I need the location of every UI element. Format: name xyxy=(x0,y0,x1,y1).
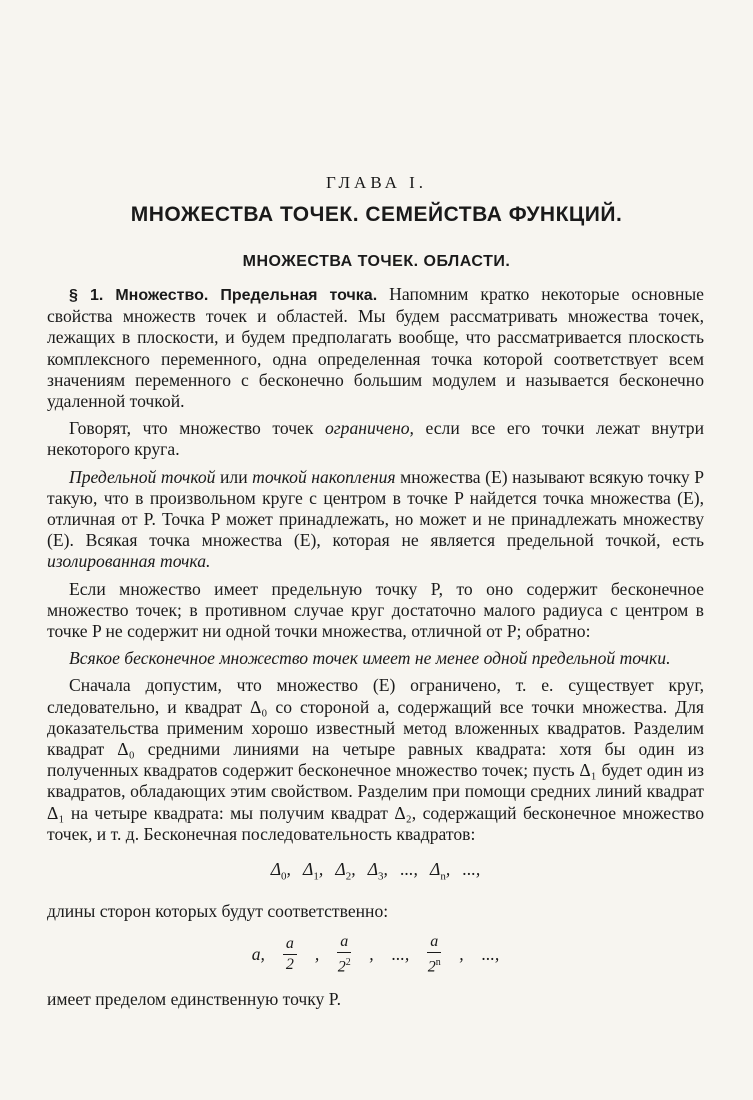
paragraph-text: Напомним кратко некоторые основные свойства множеств точек и областей. Мы будем рассматривать множества точек, лежащих в плоскости, и будем предполагать вообще, что рассматривается плоскость комплексного переменного, одна определенная точка которой соответствует всем значениям переменного с бесконечно большим модулем и называется бесконечно удаленной точкой. xyxy=(47,284,704,412)
side-lengths-formula: a, $\frac{a}{2}$ , $\frac{a}{2^2}$ , ..., $\frac{a}{2^n}$ , ..., xyxy=(251,933,500,976)
text-span: Говорят, что множество точек xyxy=(69,418,314,439)
chapter-title: МНОЖЕСТВА ТОЧЕК. СЕМЕЙСТВА ФУНКЦИЙ. xyxy=(130,203,623,226)
seq-term: $\Delta_2$, xyxy=(335,859,356,883)
theorem-statement xyxy=(47,648,704,669)
text-span: если все его точки лежат внутри некоторого круга. xyxy=(47,418,705,460)
paragraph-3 xyxy=(47,467,704,573)
italic-term: Предельной точкой xyxy=(69,466,216,487)
text-span: множества (E) называют всякую точку P такую, что в произвольном круге с центром в точке P найдется точка множества (E), отличная от P. Точка P может принадлежать, но может и не принадлежать множеству (E). Всякая точка множества (E), которая не является предельной точкой, есть xyxy=(47,466,705,551)
paragraph-1 xyxy=(47,284,704,412)
italic-term: ограничено, xyxy=(325,418,414,439)
seq-dots: ..., xyxy=(462,859,481,880)
fraction-a-over-2-n: $\frac{a}{2^n}$ xyxy=(427,933,441,976)
paragraph-lead: § 1. Множество. Предельная точка. xyxy=(69,287,378,304)
fraction-a-over-2: $\frac{a}{2}$ xyxy=(283,934,297,975)
italic-term: изолированная точка. xyxy=(47,551,211,572)
seq-dots: ..., xyxy=(400,859,418,880)
paragraph-7: длины сторон которых будут соответственно: xyxy=(47,900,389,921)
italic-term: точкой накопления xyxy=(252,466,396,487)
paragraph-4: Если множество имеет предельную точку P, то оно содержит бесконечное множество точек; в противном случае круг достаточно малого радиуса с центром в точке P не содержит ни одной точки множества, отличной от P; обратно: xyxy=(47,578,704,642)
chapter-heading: ГЛАВА I. xyxy=(325,173,428,192)
fraction-a-over-2-squared: $\frac{a}{2^2}$ xyxy=(337,933,351,976)
theorem-text: Всякое бесконечное множество точек имеет не менее одной предельной точки. xyxy=(69,648,671,669)
body-text xyxy=(47,284,704,1011)
seq-term: $\Delta_1$, xyxy=(303,859,324,883)
text-span: или xyxy=(220,466,248,487)
section-title: МНОЖЕСТВА ТОЧЕК. ОБЛАСТИ. xyxy=(242,253,511,270)
term-a: a, xyxy=(251,944,265,965)
dots: ..., xyxy=(481,944,500,965)
seq-term: $\Delta_3$, xyxy=(367,859,388,883)
dots: ..., xyxy=(391,944,410,965)
paragraph-6: Сначала допустим, что множество (E) ограничено, т. е. существует круг, следовательно, и квадрат Δ₀ со стороной a, содержащий все точки множества. Для доказательства применим хорошо известный метод вложенных квадратов. Разделим квадрат Δ₀ средними линиями на четыре равных квадрата: хотя бы один из полученных квадратов содержит бесконечное множество точек; пусть Δ₁ будет один из квадратов, обладающих этим свойством. Разделим при помощи средних линий квадрат Δ₁ на четыре квадрата: мы получим квадрат Δ₂, содержащий бесконечное множество точек, и т. д. Бесконечная последовательность квадратов: xyxy=(47,675,704,844)
seq-term: $\Delta_n$, xyxy=(430,859,451,883)
paragraph-8: имеет пределом единственную точку P. xyxy=(47,989,341,1010)
paragraph-2 xyxy=(47,418,704,460)
seq-term: $\Delta_0$, xyxy=(270,859,291,883)
sequence-formula xyxy=(47,859,704,888)
